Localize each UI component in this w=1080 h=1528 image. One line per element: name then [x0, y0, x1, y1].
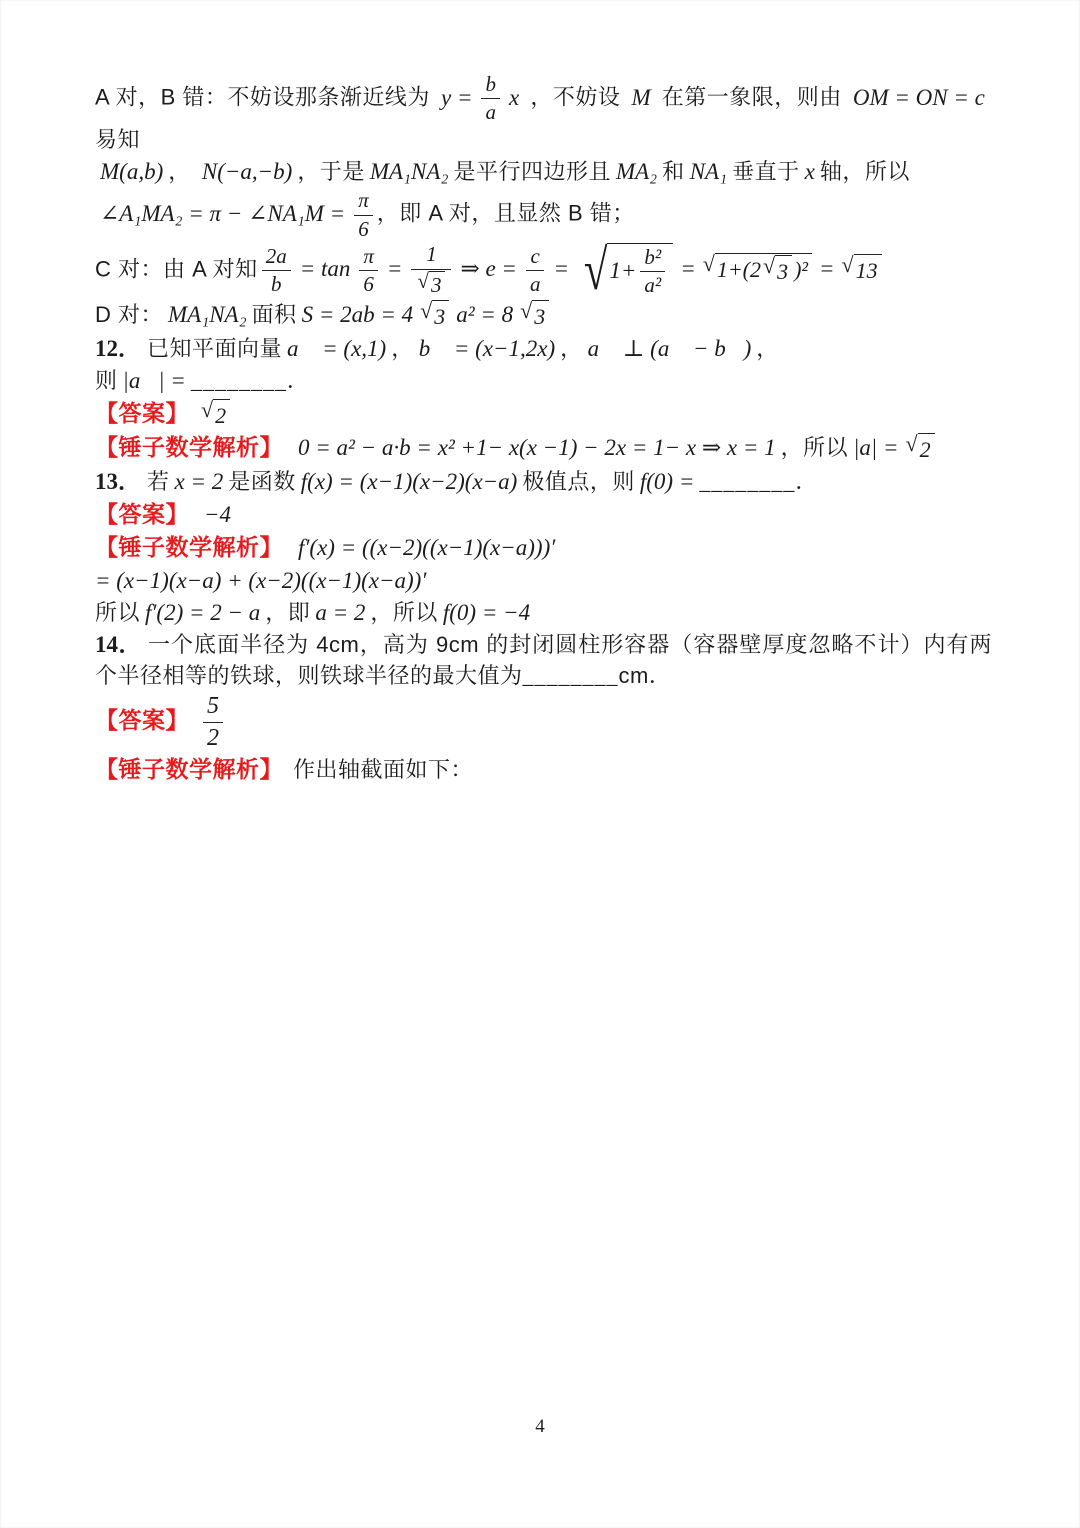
math-run: x = 2 [174, 469, 224, 495]
text-run: ，所以 [780, 435, 849, 461]
math-run: OM = ON = c [852, 84, 985, 110]
radical-sign-icon: √ [201, 396, 214, 422]
radical-sign-icon: √ [417, 269, 429, 294]
page-number: 4 [535, 1416, 545, 1437]
text-run: 是函数 [228, 469, 296, 495]
text-run: D 对： [95, 301, 164, 327]
answer-blank: ________ [699, 469, 796, 495]
math-run: b⃗ = (x−1,2x) [418, 335, 556, 361]
math-run: MA₂ [615, 159, 658, 185]
answer-12 [95, 397, 992, 432]
math-run: = (x−1)(x−a) + (x−2)((x−1)(x−a))′ [95, 567, 427, 593]
math-run: a⃗ = (x,1) [287, 335, 387, 361]
analysis-label: 【锤子数学解析】 [95, 755, 283, 782]
answer-13 [95, 498, 992, 531]
radicand [715, 253, 812, 288]
answer-blank: ________ [190, 367, 287, 393]
text-run: ． [286, 367, 310, 393]
answer-label: 【答案】 [95, 707, 189, 734]
radical-sign-icon: √ [420, 297, 433, 323]
analysis-13-line3 [95, 597, 992, 629]
math-run: |a⃗| = [122, 367, 186, 393]
math-run: f(x) = (x−1)(x−2)(x−a) [300, 469, 518, 495]
fraction [359, 244, 378, 297]
fraction-numerator: π [354, 188, 373, 215]
analysis-label: 【锤子数学解析】 [95, 534, 283, 561]
math-run: M [631, 84, 651, 110]
sqrt-radical [201, 396, 230, 432]
answer-value: −4 [204, 502, 232, 528]
fraction-numerator: 5 [203, 692, 223, 723]
text-run: ，即 [265, 599, 311, 625]
fraction-denominator [411, 270, 451, 299]
radicand: 3 [432, 300, 449, 333]
fraction [481, 72, 500, 125]
text-run: 一个底面半径为 4cm，高为 9cm 的封闭圆柱形容器（容器壁厚度忽略不计）内有两个半径相等的铁球，则铁球半径的最大值为 [95, 631, 992, 689]
radicand [607, 243, 673, 298]
fraction-denominator: a² [644, 272, 662, 297]
fraction-numerator: 2a [262, 244, 291, 271]
math-run: 1+(2 [716, 256, 761, 282]
analysis-13-line1 [95, 531, 992, 564]
analysis-14 [95, 753, 992, 786]
answer-label: 【答案】 [95, 501, 189, 528]
text-run: 轴，所以 [819, 159, 910, 185]
math-run: f(0) = [639, 469, 695, 495]
solution-11-option-d [95, 299, 992, 333]
text-run: A 对，B 错：不妨设那条渐近线为 [95, 84, 430, 110]
sqrt-radical [417, 271, 445, 298]
radicand: 3 [532, 300, 549, 333]
math-run: N(−a,−b) [201, 159, 293, 185]
math-run: y = [440, 84, 473, 110]
analysis-13-line2 [95, 565, 992, 597]
math-run: M(a,b) [100, 159, 164, 185]
radicand: 13 [854, 254, 882, 287]
math-run: 0 = a² − a·b = x² +1− x(x −1) − 2x = 1− x ⇒ x = 1 [298, 435, 776, 461]
answer-label: 【答案】 [95, 399, 189, 426]
text-run: 极值点，则 [522, 469, 635, 495]
radicand: 3 [429, 271, 446, 298]
math-run: a² = 8 [456, 301, 514, 327]
radical-sign-icon: √ [702, 250, 715, 276]
math-run: MA₁NA₂ [369, 159, 449, 185]
math-run: ∠A₁MA₂ = π − ∠NA₁M = [100, 200, 346, 226]
fraction-numerator: c [526, 244, 545, 271]
question-13 [95, 466, 992, 498]
text-run: C 对：由 A 对知 [95, 256, 258, 282]
math-run: NA₁ [689, 159, 728, 185]
math-run: = [386, 256, 403, 282]
math-run: f′(2) = 2 − a [145, 599, 261, 625]
radical-sign-icon: √ [905, 431, 918, 457]
question-number: 12． [95, 335, 141, 361]
math-run: S = 2ab = 4 [301, 301, 414, 327]
radicand: 2 [918, 433, 935, 466]
analysis-12 [95, 431, 992, 466]
text-run: ，于是 [297, 159, 365, 185]
sqrt-radical [576, 238, 673, 302]
question-number: 13． [95, 469, 141, 495]
text-run: 作出轴截面如下： [293, 756, 474, 782]
fraction [354, 188, 373, 241]
text-run: 和 [662, 159, 685, 185]
math-run: = [553, 256, 569, 282]
solution-11-option-c [95, 238, 992, 302]
fraction-denominator: 6 [363, 271, 374, 296]
radicand: 2 [213, 399, 230, 432]
radical-sign-icon: √ [841, 251, 854, 277]
question-number: 14． [95, 631, 143, 657]
radical-sign-icon: √ [583, 238, 608, 302]
fraction-numerator: b [481, 72, 500, 99]
text-run: ， [391, 335, 414, 361]
fraction-numerator: π [359, 244, 378, 271]
text-run: ，不妨设 [530, 84, 621, 110]
math-run: = [819, 256, 835, 282]
fraction-denominator: b [270, 271, 282, 296]
fraction [411, 242, 451, 298]
radical-sign-icon: √ [763, 253, 776, 279]
radicand: 3 [775, 255, 792, 288]
fraction [203, 692, 223, 753]
fraction-numerator: b² [640, 245, 665, 272]
fraction [262, 244, 291, 297]
math-run: )² [794, 256, 808, 282]
math-run: f′(x) = ((x−2)((x−1)(x−a)))′ [298, 535, 556, 561]
math-run: x [804, 159, 815, 185]
fraction-denominator: 6 [358, 216, 369, 241]
question-14 [95, 629, 992, 692]
solution-11-option-ab [95, 72, 992, 156]
sqrt-radical [763, 255, 792, 288]
text-run: ，则 [95, 335, 779, 393]
fraction-denominator: a [529, 271, 541, 296]
fraction-denominator: a [485, 100, 496, 125]
answer-blank: ________ [522, 663, 619, 689]
text-run: 在第一象限，则由 [661, 84, 842, 110]
math-run: a = 2 [315, 599, 366, 625]
answer-14 [95, 692, 992, 753]
fraction-denominator: 2 [207, 724, 219, 751]
math-run: |a| = [853, 435, 899, 461]
sqrt-radical [520, 297, 549, 333]
sqrt-radical [906, 433, 935, 466]
math-run: = tan [299, 256, 351, 282]
text-run: ，即 A 对，且显然 B 错； [376, 200, 635, 226]
sqrt-radical [841, 251, 882, 287]
math-run: ⇒ e = [460, 256, 517, 282]
math-run: a⃗ ⊥ (a⃗ − b⃗) [587, 335, 752, 361]
text-run: 若 [147, 469, 170, 495]
math-run: x [508, 84, 520, 110]
text-run: 已知平面向量 [147, 335, 283, 361]
solution-11-points [95, 156, 992, 188]
text-run: ， [560, 335, 583, 361]
fraction-numerator: 1 [411, 242, 451, 269]
math-run: 1+ [609, 258, 637, 284]
sqrt-radical [420, 297, 449, 333]
text-run: ， [168, 159, 191, 185]
solution-11-angle [95, 188, 992, 241]
question-12 [95, 333, 992, 397]
text-run: ，所以 [370, 599, 438, 625]
text-run: 易知 [95, 127, 141, 153]
math-run: f(0) = −4 [442, 599, 531, 625]
fraction [640, 245, 665, 298]
text-run: 是平行四边形且 [453, 159, 611, 185]
text-run: 垂直于 [732, 159, 800, 185]
radical-sign-icon: √ [520, 297, 533, 323]
text-run: cm． [618, 663, 672, 689]
fraction [526, 244, 545, 297]
math-run: MA₁NA₂ [168, 301, 247, 327]
analysis-label: 【锤子数学解析】 [95, 434, 283, 461]
math-run: = [680, 256, 696, 282]
sqrt-radical [702, 250, 812, 288]
text-run: ． [795, 469, 818, 495]
text-run: 所以 [95, 599, 141, 625]
text-run: 面积 [251, 301, 297, 327]
